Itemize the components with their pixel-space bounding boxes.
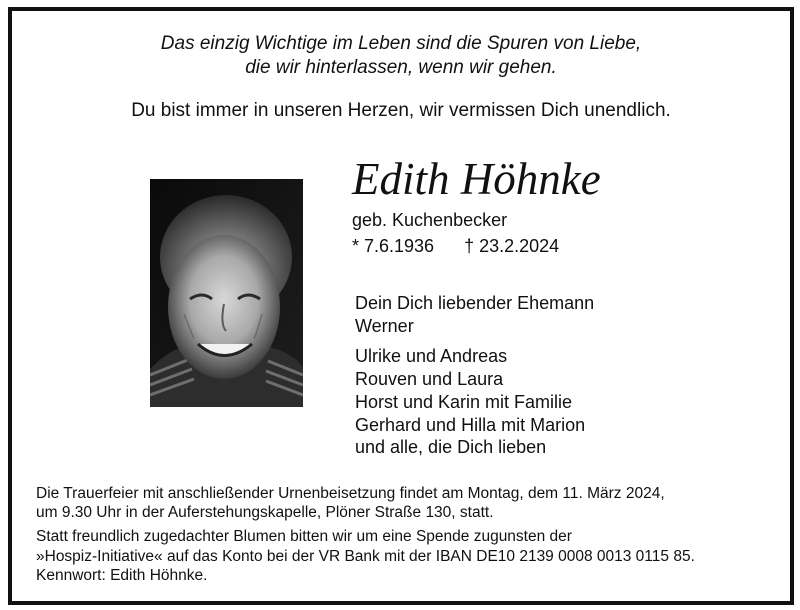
mourner-line: Horst und Karin mit Familie (355, 391, 573, 412)
service-line-2: um 9.30 Uhr in der Auferstehungskapelle, Plöner Straße 130, statt. (36, 504, 494, 521)
donation-line-1: Statt freundlich zugedachter Blumen bitten wir um eine Spende zugunsten der (36, 528, 572, 545)
mourner-line: Ulrike und Andreas (355, 346, 508, 367)
portrait-photo (150, 179, 303, 407)
birth-date: * 7.6.1936 (352, 236, 435, 256)
birth-name: geb. Kuchenbecker (352, 210, 508, 230)
funeral-service-info (36, 484, 665, 522)
donation-line-2: »Hospiz-Initiative« auf das Konto bei der VR Bank mit der IBAN DE10 2139 0008 0013 0115 85. (36, 547, 695, 565)
motto-quote (12, 32, 790, 80)
portrait-photo-icon (150, 179, 303, 407)
motto-line-1: Das einzig Wichtige im Leben sind die Spuren von Liebe, (160, 33, 642, 54)
donation-info (36, 527, 695, 586)
mourner-line: und alle, die Dich lieben (355, 437, 547, 458)
remembrance-text: Du bist immer in unseren Herzen, wir vermissen Dich unendlich. (131, 100, 671, 121)
death-date: † 23.2.2024 (464, 236, 560, 256)
obituary-notice (8, 7, 794, 605)
mourners-list (355, 292, 594, 459)
mourner-line: Rouven und Laura (355, 369, 504, 390)
donation-line-3: Kennwort: Edith Höhnke. (36, 567, 208, 584)
service-line-1: Die Trauerfeier mit anschließender Urnenbeisetzung findet am Montag, dem 11. März 2024, (36, 485, 665, 502)
deceased-name: Edith Höhnke (352, 154, 601, 204)
life-dates (352, 235, 559, 257)
mourner-line: Gerhard und Hilla mit Marion (355, 414, 586, 435)
motto-line-2: die wir hinterlassen, wenn wir gehen. (245, 57, 557, 78)
mourner-line: Dein Dich liebender Ehemann (355, 293, 595, 313)
mourner-line: Werner (355, 315, 414, 336)
